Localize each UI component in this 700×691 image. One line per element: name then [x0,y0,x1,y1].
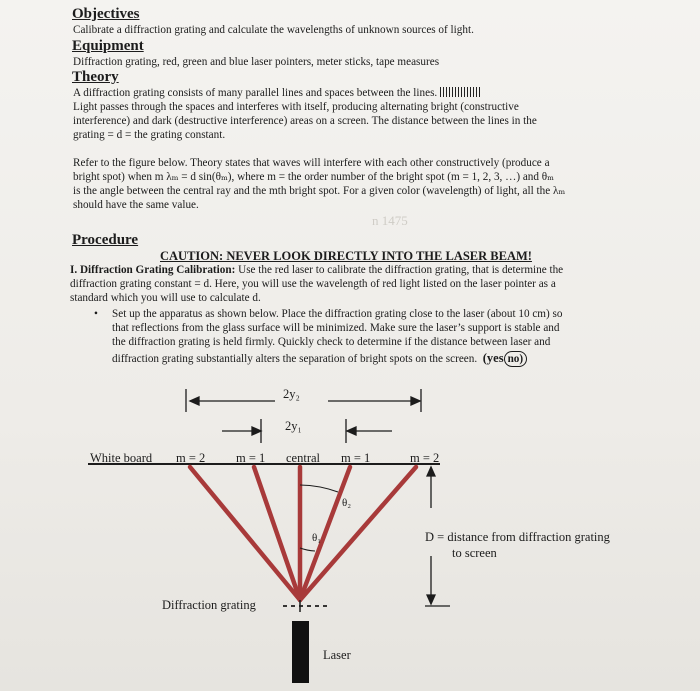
section-line-3: standard which you will use to calculate d. [70,292,261,304]
bullet-line-4: diffraction grating substantially alters the separation of bright spots on the screen. (yes no) [112,351,527,367]
theory-para2-line-4: should have the same value. [73,199,199,211]
beam-m-minus-2 [190,467,300,600]
equipment-heading: Equipment [72,38,144,54]
section-title: I. Diffraction Grating Calibration: [70,264,236,276]
no-option-circled: no) [504,351,528,367]
objectives-text: Calibrate a diffraction grating and calculate the wavelengths of unknown sources of light. [73,24,474,36]
laser-body [292,621,309,683]
bullet-line-2: that reflections from the glass surface will be minimized. Make sure the laser’s support is stable and [112,322,560,334]
beam-m-plus-1 [300,467,350,600]
theory-line-4: grating = d = the grating constant. [73,129,226,141]
theory-para2-line-1: Refer to the figure below. Theory states that waves will interfere with each other constructively (produce a [73,157,550,169]
section-line-1: I. Diffraction Grating Calibration: Use the red laser to calibrate the diffraction grating, that is determine the [70,264,564,276]
theory-line-3: interference) and dark (destructive interference) areas on a screen. The distance between the lines in the [73,115,537,127]
dimension-2y2 [186,389,421,412]
label-whiteboard: White board [90,451,153,465]
label-central: central [286,451,321,465]
dimension-2y1 [222,419,392,443]
theory-para2-line-3: is the angle between the central ray and the mth bright spot. For a given color (wavelength) of light, all the λₘ [73,185,566,197]
label-2y1: 2y₁ [285,419,302,433]
label-distance-line-1: D = distance from diffraction grating [425,530,610,544]
label-2y2: 2y₂ [283,387,300,401]
label-theta1: θ₁ [312,532,322,544]
caution-text: CAUTION: NEVER LOOK DIRECTLY INTO THE LASER BEAM! [160,249,532,263]
label-laser: Laser [323,648,351,662]
objectives-heading: Objectives [72,6,140,22]
theory-line-2: Light passes through the spaces and interferes with itself, producing alternating bright (constructive [73,101,519,113]
section-line-2: diffraction grating constant = d. Here, you will use the wavelength of red light listed on the laser pointer as a [70,278,556,290]
equipment-text: Diffraction grating, red, green and blue laser pointers, meter sticks, tape measures [73,56,440,68]
theta2-arc [300,485,338,492]
label-distance-line-2: to screen [452,546,497,560]
bullet-line-3: the diffraction grating is held firmly. Quickly check to determine if the distance between laser and [112,336,551,348]
bullet-glyph: • [94,308,98,320]
theory-line-1: A diffraction grating consists of many parallel lines and spaces between the lines. [73,86,480,100]
laser-beams [190,467,416,600]
faint-watermark: n 1475 [372,213,408,228]
bullet-line-1: Set up the apparatus as shown below. Place the diffraction grating close to the laser (about 10 cm) so [112,308,563,320]
label-m-plus-2: m = 2 [410,451,440,465]
beam-m-minus-1 [254,467,300,600]
theory-heading: Theory [72,69,119,85]
label-theta2: θ₂ [342,497,352,509]
yes-option: (yes [482,351,504,365]
label-m-minus-1: m = 1 [236,451,266,465]
procedure-heading: Procedure [72,232,139,248]
theory-para2-line-2: bright spot) when m λₘ = d sin(θₘ), where m = the order number of the bright spot (m = 1, 2, 3, …) and θₘ [73,171,555,183]
label-m-plus-1: m = 1 [341,451,371,465]
label-m-minus-2: m = 2 [176,451,206,465]
label-grating: Diffraction grating [162,598,256,612]
